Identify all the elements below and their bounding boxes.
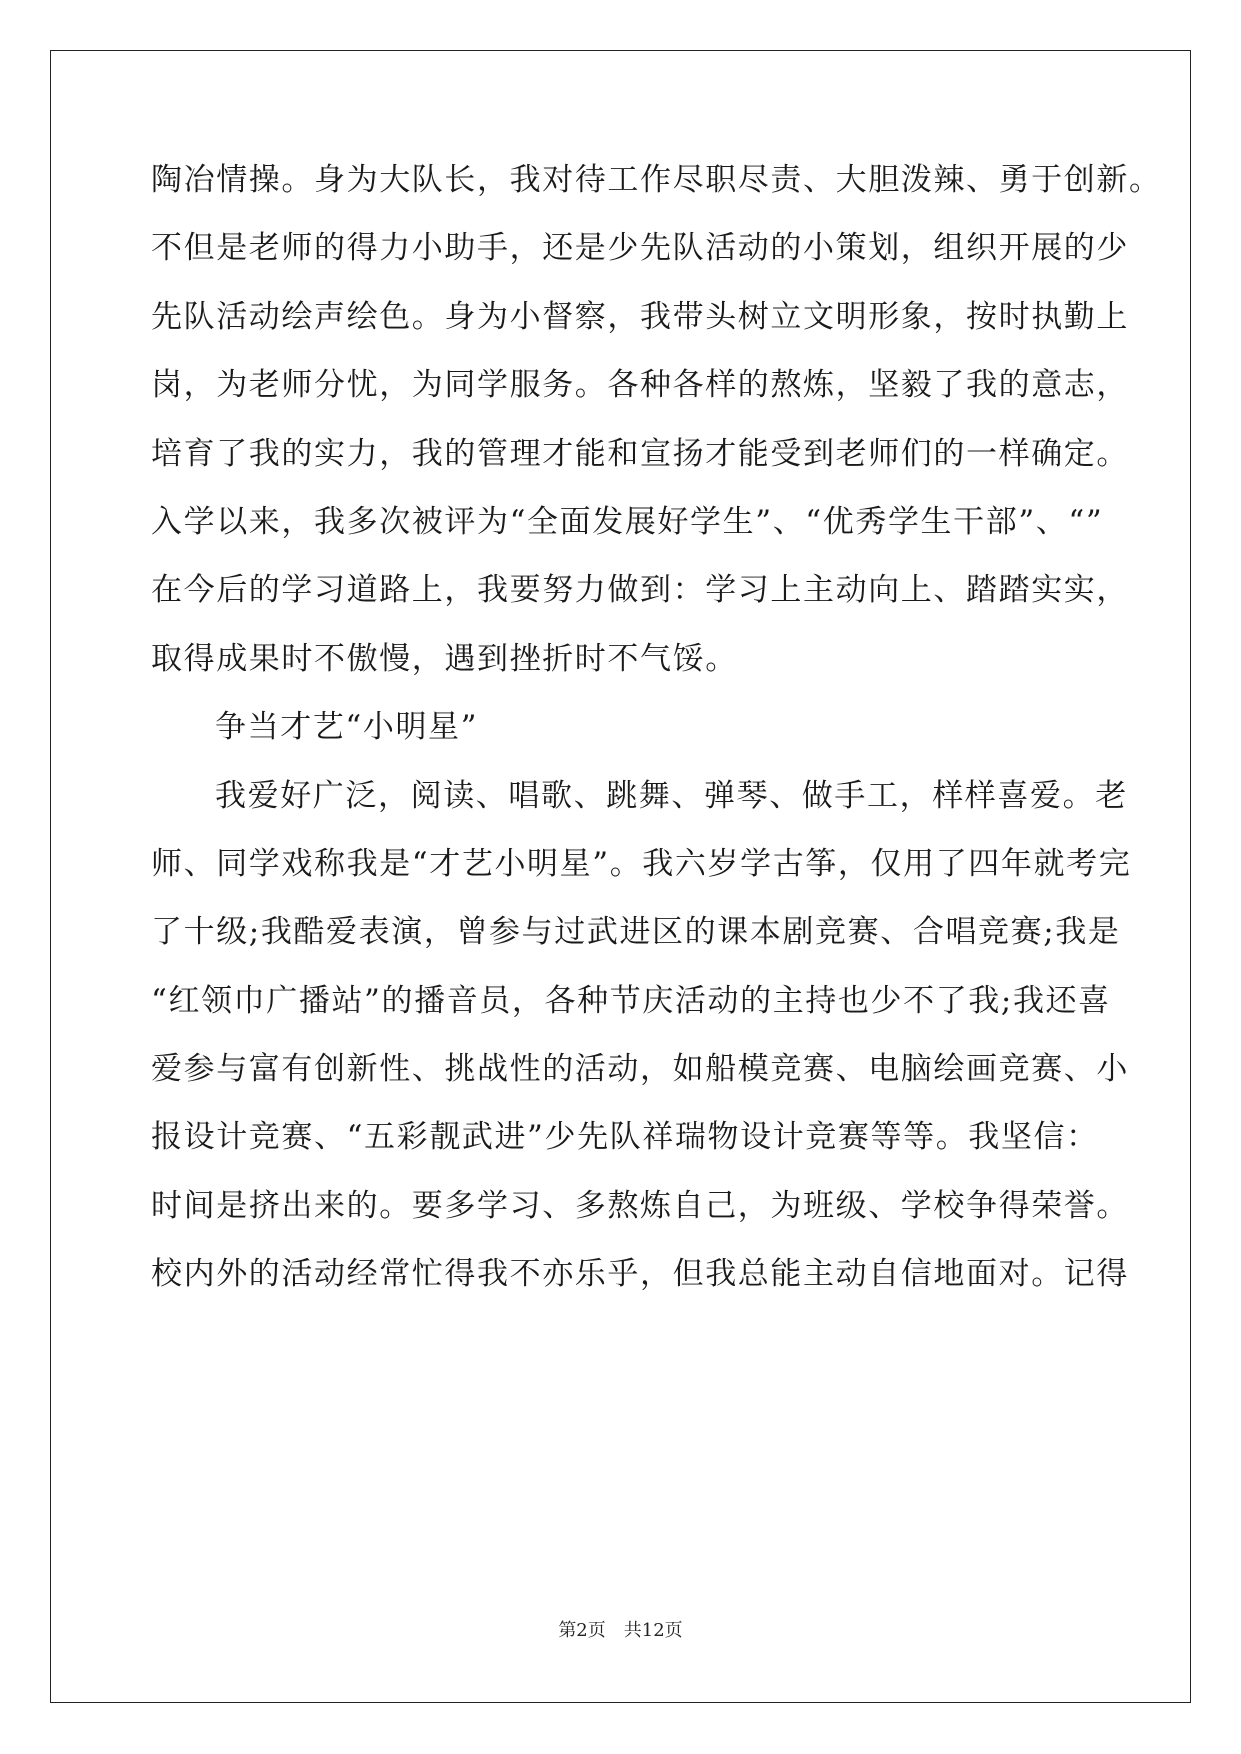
section-heading: 争当才艺“小明星” (215, 709, 479, 746)
text-line: 校内外的活动经常忙得我不亦乐乎，但我总能主动自信地面对。记得 (151, 1256, 1129, 1293)
text-line: 先队活动绘声绘色。身为小督察，我带头树立文明形象，按时执勤上 (151, 298, 1129, 335)
document-body (151, 162, 1162, 1325)
page-total: 共12页 (623, 1620, 683, 1641)
text-line: 培育了我的实力，我的管理才能和宣扬才能受到老师们的一样确定。 (151, 435, 1129, 472)
text-line: 岗，为老师分忧，为同学服务。各种各样的熬炼，坚毅了我的意志， (151, 367, 1129, 404)
text-line: “红领巾广播站”的播音员，各种节庆活动的主持也少不了我;我还喜 (151, 982, 1111, 1019)
text-line: 不但是老师的得力小助手，还是少先队活动的小策划，组织开展的少 (151, 230, 1129, 267)
text-line: 爱参与富有创新性、挑战性的活动，如船模竞赛、电脑绘画竞赛、小 (151, 1051, 1129, 1088)
text-line: 了十级;我酷爱表演，曾参与过武进区的课本剧竞赛、合唱竞赛;我是 (151, 914, 1121, 951)
paragraph-first-line: 我爱好广泛，阅读、唱歌、跳舞、弹琴、做手工，样样喜爱。老 (215, 777, 1128, 814)
text-line: 取得成果时不傲慢，遇到挫折时不气馁。 (151, 640, 738, 677)
page-number: 第2页 (558, 1620, 606, 1641)
text-line: 时间是挤出来的。要多学习、多熬炼自己，为班级、学校争得荣誉。 (151, 1187, 1129, 1224)
text-line: 报设计竞赛、“五彩靓武进”少先队祥瑞物设计竞赛等等。我坚信： (151, 1119, 1099, 1156)
text-line: 师、同学戏称我是“才艺小明星”。我六岁学古筝，仅用了四年就考完 (151, 845, 1132, 882)
text-line: 在今后的学习道路上，我要努力做到：学习上主动向上、踏踏实实， (151, 572, 1129, 609)
text-line: 入学以来，我多次被评为“全面发展好学生”、“优秀学生干部”、“” (151, 503, 1104, 540)
page-footer (0, 1616, 1241, 1642)
text-line: 陶冶情操。身为大队长，我对待工作尽职尽责、大胆泼辣、勇于创新。 (151, 162, 1162, 198)
